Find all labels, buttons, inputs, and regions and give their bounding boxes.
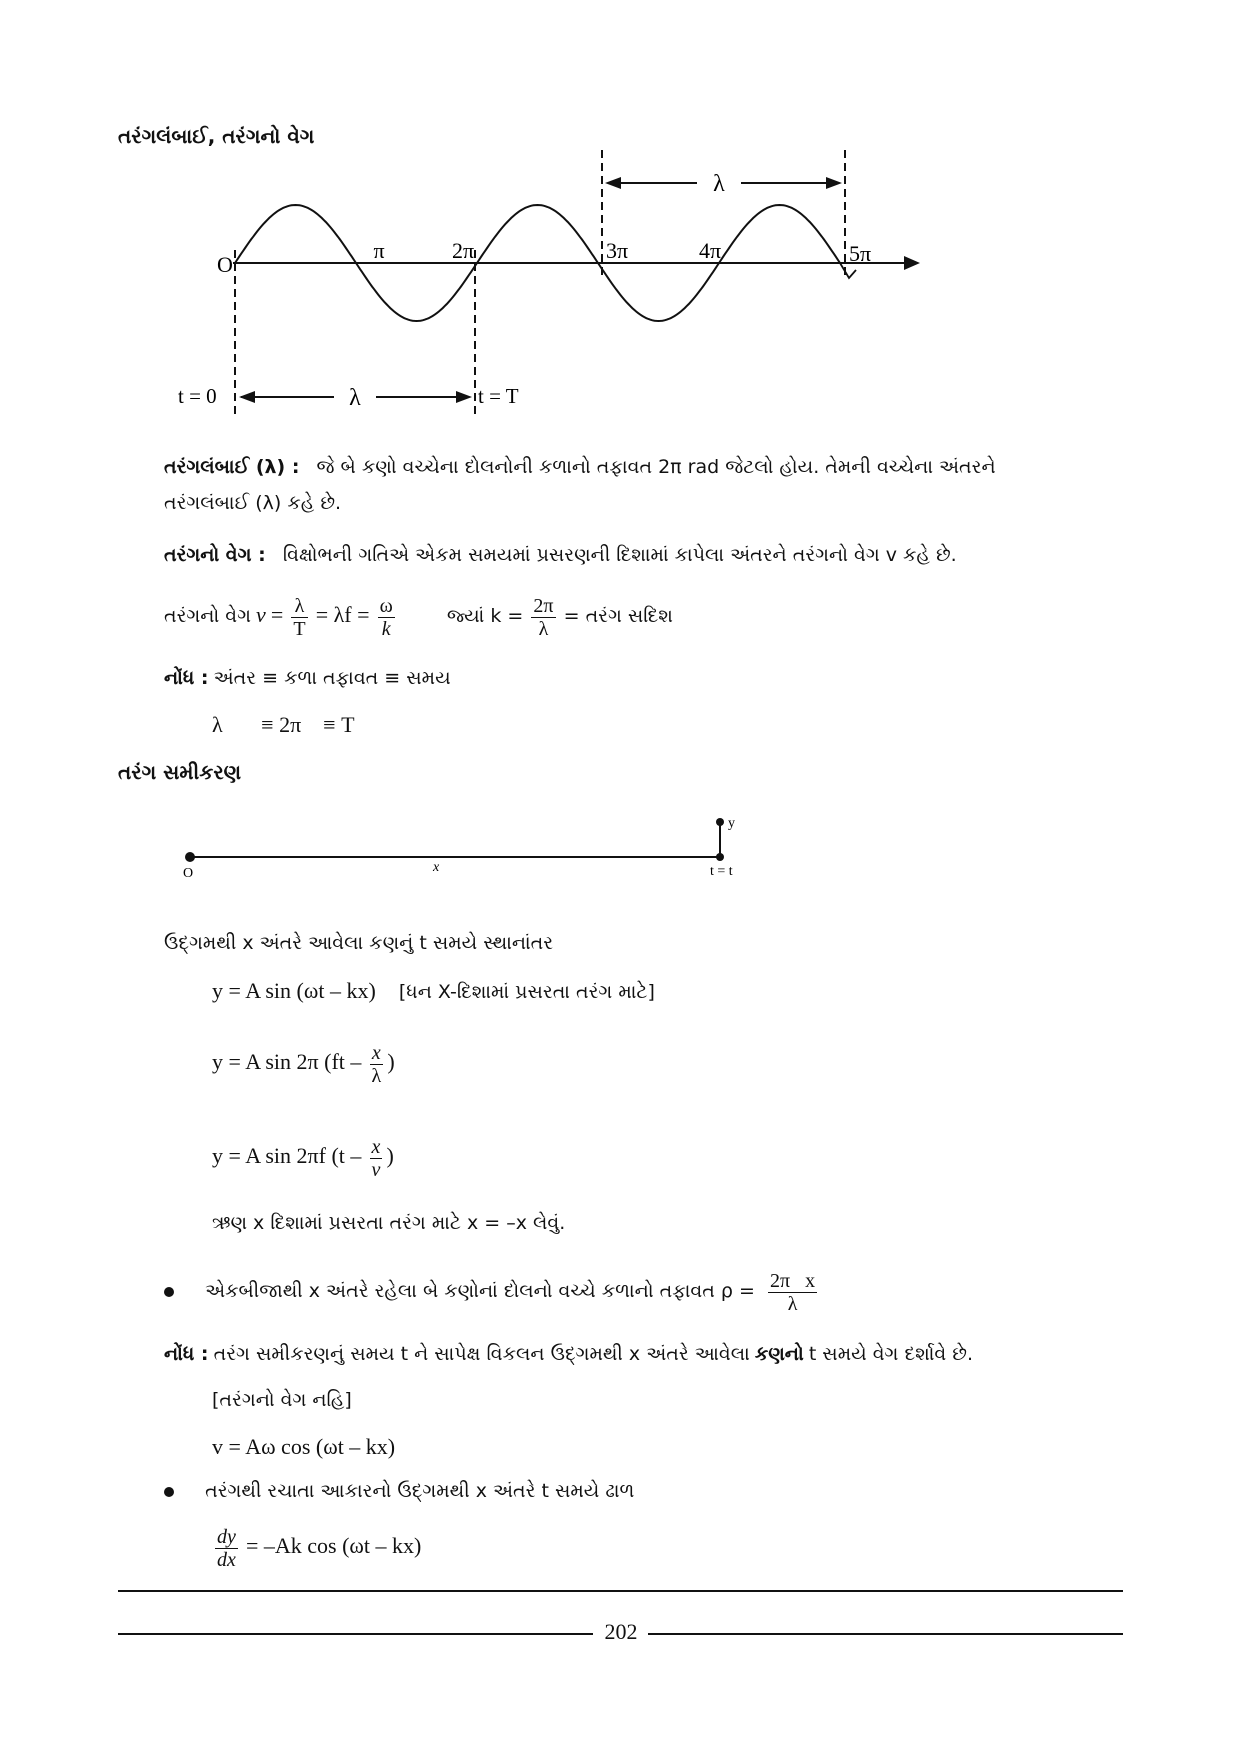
note-derivative: નોંધ : તરંગ સમીકરણનું સમય t ને સાપેક્ષ વિકલન ઉદ્‌ગમથી x અંતરે આવેલા કણનો t સમયે વેગ દર્શાવે છે. xyxy=(164,1343,973,1365)
arrow-right-icon xyxy=(826,177,842,189)
svg-text:t = t: t = t xyxy=(710,864,733,879)
two-pi-label: 2π xyxy=(451,238,475,263)
bullet-icon xyxy=(164,1287,174,1297)
note-bracket: [તરંગનો વેગ નહિ] xyxy=(212,1389,352,1411)
slope-formula: $\frac{dy}{dx}$ = –Ak cos (ωt – kx) xyxy=(217,1526,422,1571)
three-pi-label: 3π xyxy=(605,238,629,263)
arrow-left-icon xyxy=(605,177,621,189)
negative-direction-note: ઋણ x દિશામાં પ્રસરતા તરંગ માટે x = –x લેવું. xyxy=(212,1212,566,1234)
arrow-right-icon xyxy=(456,391,472,403)
t0-label: t = 0 xyxy=(178,384,217,408)
lambda-top-label: λ xyxy=(713,171,725,197)
section-heading-wavelength: તરંગલંબાઈ, તરંગનો વેગ xyxy=(118,124,315,148)
wave-equation-1: y = A sin (ωt – kx) [ધન X-દિશામાં પ્રસરતા તરંગ માટે] xyxy=(212,978,655,1003)
velocity-formula: તરંગનો વેગ v = $\frac{\lambda}{T}$ = λf = $\frac{\omega}{k}$ જ્યાં k = $\frac{2\pi}{\lambda}$ = તરંગ સદિશ xyxy=(164,595,673,640)
phase-difference-bullet: એકબીજાથી x અંતરે રહેલા બે કણોનાં દોલનો વચ્ચે કળાનો તફાવત ρ = $\frac{\text{2π x}}{\lambda}$ xyxy=(164,1270,820,1315)
displacement-diagram xyxy=(175,805,775,885)
pi-label: π xyxy=(373,238,385,263)
svg-text:x: x xyxy=(433,860,440,875)
svg-text:y: y xyxy=(728,816,735,831)
footer-rule-right xyxy=(648,1633,1123,1635)
five-pi-label: 5π xyxy=(848,241,872,266)
wave-diagram xyxy=(150,150,940,425)
note-equivalence: નોંધ : અંતર ≡ કળા તફાવત ≡ સમય xyxy=(164,667,451,689)
velocity-text: વિક્ષોભની ગતિએ એકમ સમયમાં પ્રસરણની દિશામાં કાપેલા અંતરને તરંગનો વેગ v કહે છે. xyxy=(282,544,957,566)
four-pi-label: 4π xyxy=(698,238,722,263)
velocity-term: તરંગનો વેગ : xyxy=(164,544,266,566)
particle-velocity-formula: v = Aω cos (ωt – kx) xyxy=(212,1434,396,1459)
fraction-omega-k: $\frac{\omega}{k}$ xyxy=(379,595,393,640)
wavelength-text: જે બે કણો વચ્ચેના દોલનોની કળાનો તફાવત 2π rad જેટલો હોય. તેમની વચ્ચેના અંતરને xyxy=(316,456,996,478)
axis-arrow-icon xyxy=(904,256,920,270)
velocity-definition xyxy=(164,544,957,566)
bullet-icon xyxy=(164,1487,174,1497)
wave-equation-3: y = A sin 2πf (t – $\frac{x}{v}$ ) xyxy=(212,1136,394,1181)
fraction-2pi-lambda: $\frac{2\pi}{\lambda}$ xyxy=(533,595,554,640)
page-number: 202 xyxy=(604,1619,638,1644)
svg-text:O: O xyxy=(183,866,194,881)
equivalence-symbols: λ ≡ 2π ≡ T xyxy=(212,712,355,737)
wave-equation-2: y = A sin 2π (ft – $\frac{x}{\lambda}$ ) xyxy=(212,1042,395,1087)
wavelength-definition xyxy=(164,456,996,478)
wavelength-term: તરંગલંબાઈ (λ) : xyxy=(164,456,300,478)
origin-label: O xyxy=(217,252,233,277)
displacement-intro: ઉદ્‌ગમથી x અંતરે આવેલા કણનું t સમયે સ્થાનાંતર xyxy=(164,932,554,954)
footer-rule-top xyxy=(118,1590,1123,1592)
section-heading-wave-equation: તરંગ સમીકરણ xyxy=(118,760,242,784)
wavelength-text-line2: તરંગલંબાઈ (λ) કહે છે. xyxy=(164,492,342,514)
footer-rule-left xyxy=(118,1633,593,1635)
origin-dot xyxy=(185,852,195,862)
particle-dot xyxy=(716,818,724,826)
slope-bullet: તરંગથી રચાતા આકારનો ઉદ્‌ગમથી x અંતરે t સમયે ઢાળ xyxy=(164,1480,634,1502)
tT-label: t = T xyxy=(478,384,519,408)
arrow-left-icon xyxy=(239,391,255,403)
lambda-bottom-label: λ xyxy=(349,385,361,411)
fraction-lambda-T: $\frac{\lambda}{T}$ xyxy=(293,595,306,640)
